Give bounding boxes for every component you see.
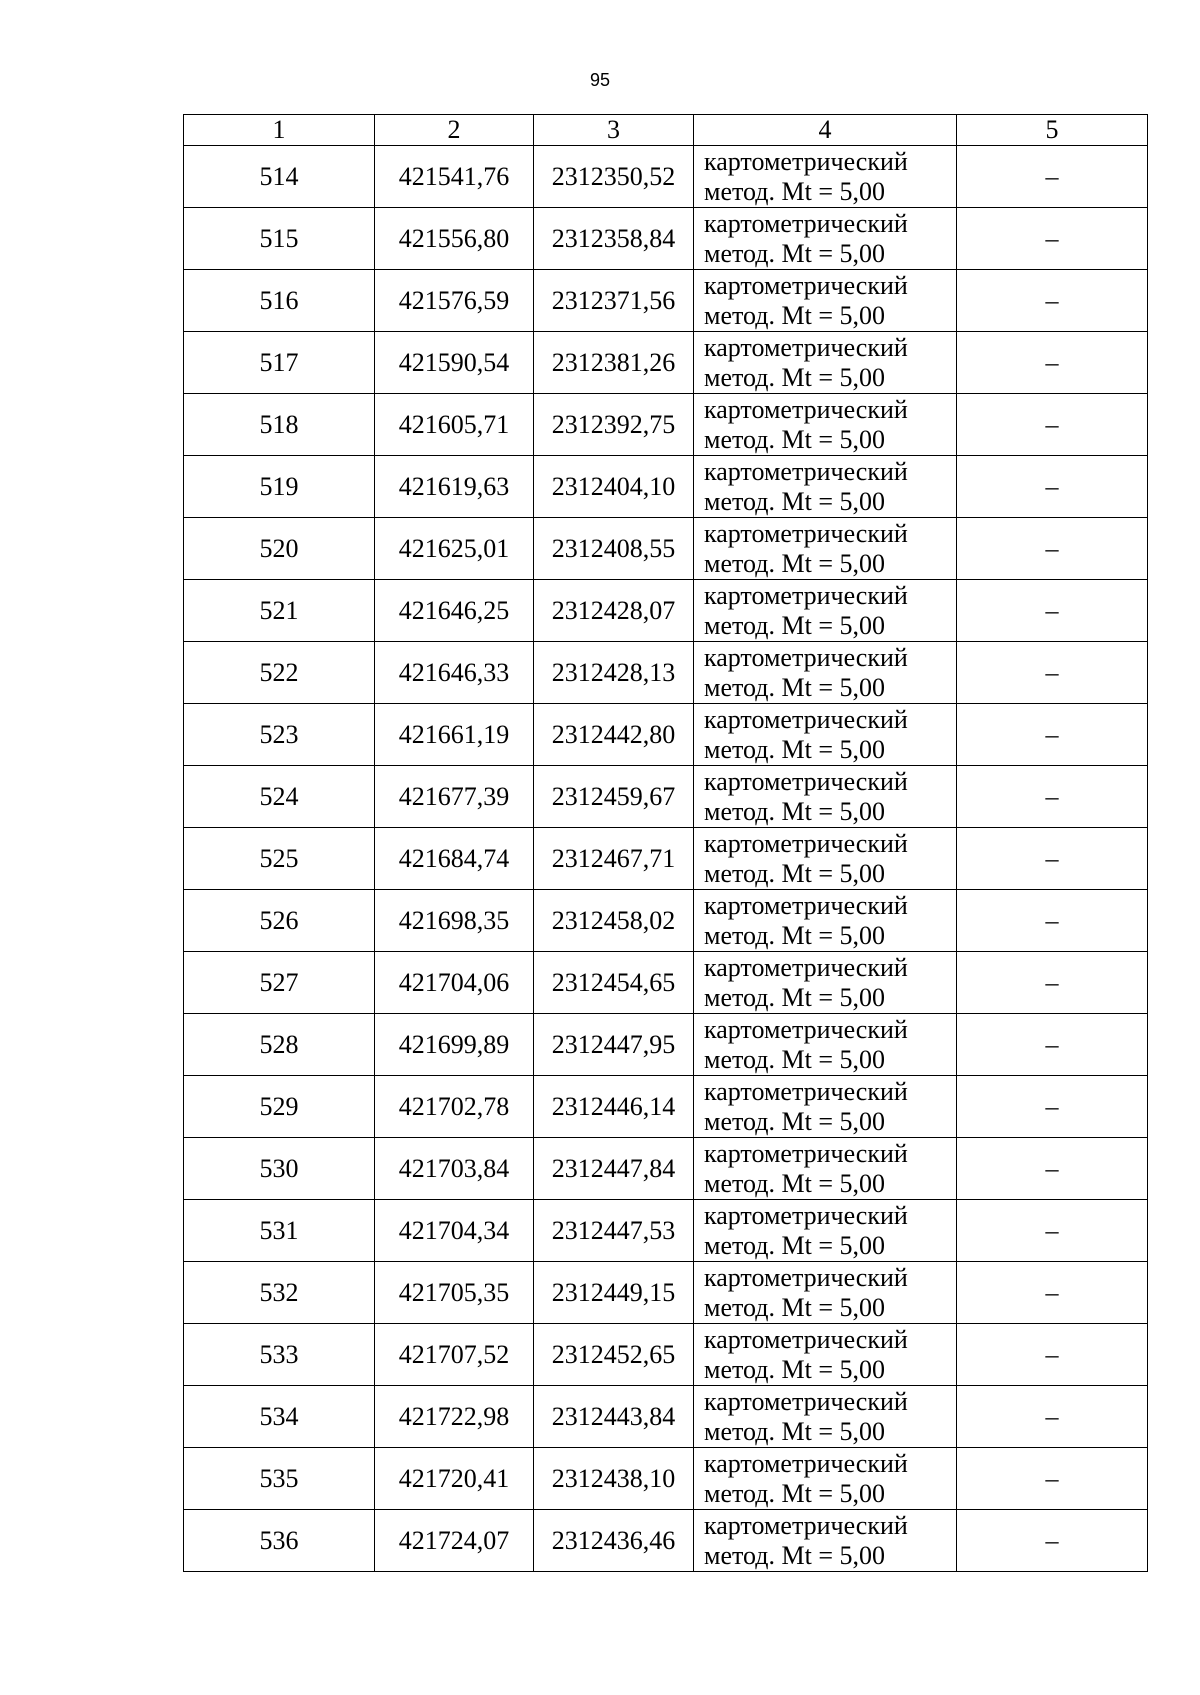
method-line-1: картометрический (704, 1510, 908, 1540)
x-coordinate-cell: 421677,39 (375, 766, 534, 828)
column-5-cell: – (957, 1324, 1148, 1386)
method-line-2: метод. Mt = 5,00 (704, 1230, 885, 1260)
method-cell (694, 952, 957, 1014)
method-cell (694, 1324, 957, 1386)
method-cell (694, 1262, 957, 1324)
table-row (184, 704, 1148, 766)
point-number-cell: 523 (184, 704, 375, 766)
column-5-cell: – (957, 394, 1148, 456)
table-row (184, 456, 1148, 518)
method-cell (694, 1386, 957, 1448)
method-line-2: метод. Mt = 5,00 (704, 1168, 885, 1198)
header-col-5: 5 (957, 115, 1148, 146)
table-row (184, 270, 1148, 332)
point-number-cell: 524 (184, 766, 375, 828)
y-coordinate-cell: 2312449,15 (534, 1262, 694, 1324)
column-5-cell: – (957, 704, 1148, 766)
coordinates-table (183, 114, 1148, 1572)
method-line-2: метод. Mt = 5,00 (704, 1540, 885, 1570)
point-number-cell: 516 (184, 270, 375, 332)
column-5-cell: – (957, 332, 1148, 394)
method-line-1: картометрический (704, 704, 908, 734)
column-5-cell: – (957, 456, 1148, 518)
column-5-cell: – (957, 766, 1148, 828)
table-row (184, 1386, 1148, 1448)
y-coordinate-cell: 2312428,07 (534, 580, 694, 642)
y-coordinate-cell: 2312438,10 (534, 1448, 694, 1510)
method-line-2: метод. Mt = 5,00 (704, 672, 885, 702)
method-cell (694, 332, 957, 394)
y-coordinate-cell: 2312381,26 (534, 332, 694, 394)
y-coordinate-cell: 2312447,53 (534, 1200, 694, 1262)
method-cell (694, 704, 957, 766)
column-5-cell: – (957, 952, 1148, 1014)
y-coordinate-cell: 2312459,67 (534, 766, 694, 828)
method-line-1: картометрический (704, 518, 908, 548)
method-line-2: метод. Mt = 5,00 (704, 1044, 885, 1074)
point-number-cell: 522 (184, 642, 375, 704)
y-coordinate-cell: 2312436,46 (534, 1510, 694, 1572)
x-coordinate-cell: 421704,34 (375, 1200, 534, 1262)
method-line-1: картометрический (704, 456, 908, 486)
table-row (184, 518, 1148, 580)
method-line-2: метод. Mt = 5,00 (704, 362, 885, 392)
x-coordinate-cell: 421646,33 (375, 642, 534, 704)
point-number-cell: 528 (184, 1014, 375, 1076)
table-row (184, 1324, 1148, 1386)
method-line-1: картометрический (704, 1324, 908, 1354)
x-coordinate-cell: 421698,35 (375, 890, 534, 952)
x-coordinate-cell: 421661,19 (375, 704, 534, 766)
point-number-cell: 517 (184, 332, 375, 394)
method-cell (694, 1076, 957, 1138)
method-line-2: метод. Mt = 5,00 (704, 176, 885, 206)
table-row (184, 952, 1148, 1014)
method-line-1: картометрический (704, 208, 908, 238)
x-coordinate-cell: 421705,35 (375, 1262, 534, 1324)
method-cell (694, 394, 957, 456)
table-row (184, 890, 1148, 952)
column-5-cell: – (957, 828, 1148, 890)
y-coordinate-cell: 2312408,55 (534, 518, 694, 580)
table-row (184, 1510, 1148, 1572)
method-cell (694, 890, 957, 952)
x-coordinate-cell: 421576,59 (375, 270, 534, 332)
point-number-cell: 519 (184, 456, 375, 518)
column-5-cell: – (957, 1262, 1148, 1324)
table-row (184, 146, 1148, 208)
y-coordinate-cell: 2312447,84 (534, 1138, 694, 1200)
method-cell (694, 1138, 957, 1200)
column-5-cell: – (957, 518, 1148, 580)
column-5-cell: – (957, 1448, 1148, 1510)
table-body (184, 146, 1148, 1572)
header-col-4: 4 (694, 115, 957, 146)
table-row (184, 766, 1148, 828)
method-line-1: картометрический (704, 952, 908, 982)
page-number: 95 (589, 70, 611, 90)
x-coordinate-cell: 421699,89 (375, 1014, 534, 1076)
method-line-1: картометрический (704, 580, 908, 610)
method-line-2: метод. Mt = 5,00 (704, 796, 885, 826)
y-coordinate-cell: 2312371,56 (534, 270, 694, 332)
method-line-1: картометрический (704, 642, 908, 672)
method-cell (694, 1200, 957, 1262)
method-line-2: метод. Mt = 5,00 (704, 858, 885, 888)
method-line-1: картометрический (704, 1200, 908, 1230)
method-line-2: метод. Mt = 5,00 (704, 982, 885, 1012)
header-row (184, 115, 1148, 146)
point-number-cell: 529 (184, 1076, 375, 1138)
y-coordinate-cell: 2312443,84 (534, 1386, 694, 1448)
header-col-2: 2 (375, 115, 534, 146)
point-number-cell: 530 (184, 1138, 375, 1200)
method-cell (694, 580, 957, 642)
method-cell (694, 766, 957, 828)
method-line-1: картометрический (704, 394, 908, 424)
column-5-cell: – (957, 642, 1148, 704)
table-row (184, 1138, 1148, 1200)
table-row (184, 642, 1148, 704)
method-cell (694, 146, 957, 208)
table-row (184, 1448, 1148, 1510)
method-line-2: метод. Mt = 5,00 (704, 920, 885, 950)
method-line-1: картометрический (704, 1138, 908, 1168)
method-line-1: картометрический (704, 890, 908, 920)
method-cell (694, 642, 957, 704)
x-coordinate-cell: 421605,71 (375, 394, 534, 456)
y-coordinate-cell: 2312458,02 (534, 890, 694, 952)
method-line-2: метод. Mt = 5,00 (704, 1106, 885, 1136)
method-cell (694, 518, 957, 580)
x-coordinate-cell: 421702,78 (375, 1076, 534, 1138)
method-line-1: картометрический (704, 828, 908, 858)
method-line-2: метод. Mt = 5,00 (704, 1292, 885, 1322)
table-row (184, 208, 1148, 270)
method-line-2: метод. Mt = 5,00 (704, 610, 885, 640)
method-cell (694, 456, 957, 518)
table-row (184, 394, 1148, 456)
x-coordinate-cell: 421684,74 (375, 828, 534, 890)
x-coordinate-cell: 421724,07 (375, 1510, 534, 1572)
table-row (184, 1262, 1148, 1324)
method-line-1: картометрический (704, 146, 908, 176)
x-coordinate-cell: 421703,84 (375, 1138, 534, 1200)
y-coordinate-cell: 2312350,52 (534, 146, 694, 208)
point-number-cell: 536 (184, 1510, 375, 1572)
table-row (184, 580, 1148, 642)
column-5-cell: – (957, 146, 1148, 208)
column-5-cell: – (957, 1014, 1148, 1076)
method-line-1: картометрический (704, 1076, 908, 1106)
y-coordinate-cell: 2312446,14 (534, 1076, 694, 1138)
y-coordinate-cell: 2312442,80 (534, 704, 694, 766)
method-line-1: картометрический (704, 766, 908, 796)
point-number-cell: 535 (184, 1448, 375, 1510)
method-line-1: картометрический (704, 1448, 908, 1478)
table-row (184, 1200, 1148, 1262)
table-row (184, 332, 1148, 394)
x-coordinate-cell: 421590,54 (375, 332, 534, 394)
table-row (184, 1014, 1148, 1076)
point-number-cell: 526 (184, 890, 375, 952)
x-coordinate-cell: 421646,25 (375, 580, 534, 642)
method-line-1: картометрический (704, 270, 908, 300)
x-coordinate-cell: 421556,80 (375, 208, 534, 270)
x-coordinate-cell: 421720,41 (375, 1448, 534, 1510)
point-number-cell: 518 (184, 394, 375, 456)
table-row (184, 828, 1148, 890)
method-line-1: картометрический (704, 1014, 908, 1044)
table-row (184, 1076, 1148, 1138)
y-coordinate-cell: 2312428,13 (534, 642, 694, 704)
y-coordinate-cell: 2312452,65 (534, 1324, 694, 1386)
y-coordinate-cell: 2312454,65 (534, 952, 694, 1014)
method-cell (694, 1510, 957, 1572)
column-5-cell: – (957, 270, 1148, 332)
header-col-1: 1 (184, 115, 375, 146)
method-line-1: картометрический (704, 332, 908, 362)
x-coordinate-cell: 421541,76 (375, 146, 534, 208)
y-coordinate-cell: 2312467,71 (534, 828, 694, 890)
method-line-1: картометрический (704, 1262, 908, 1292)
y-coordinate-cell: 2312404,10 (534, 456, 694, 518)
point-number-cell: 514 (184, 146, 375, 208)
method-cell (694, 208, 957, 270)
method-line-2: метод. Mt = 5,00 (704, 424, 885, 454)
method-line-2: метод. Mt = 5,00 (704, 486, 885, 516)
point-number-cell: 532 (184, 1262, 375, 1324)
column-5-cell: – (957, 1386, 1148, 1448)
column-5-cell: – (957, 1200, 1148, 1262)
point-number-cell: 521 (184, 580, 375, 642)
y-coordinate-cell: 2312358,84 (534, 208, 694, 270)
y-coordinate-cell: 2312392,75 (534, 394, 694, 456)
point-number-cell: 525 (184, 828, 375, 890)
method-cell (694, 828, 957, 890)
column-5-cell: – (957, 580, 1148, 642)
header-col-3: 3 (534, 115, 694, 146)
column-5-cell: – (957, 1138, 1148, 1200)
point-number-cell: 533 (184, 1324, 375, 1386)
method-line-1: картометрический (704, 1386, 908, 1416)
x-coordinate-cell: 421707,52 (375, 1324, 534, 1386)
method-line-2: метод. Mt = 5,00 (704, 1416, 885, 1446)
x-coordinate-cell: 421704,06 (375, 952, 534, 1014)
x-coordinate-cell: 421722,98 (375, 1386, 534, 1448)
column-5-cell: – (957, 1510, 1148, 1572)
point-number-cell: 520 (184, 518, 375, 580)
method-line-2: метод. Mt = 5,00 (704, 548, 885, 578)
point-number-cell: 515 (184, 208, 375, 270)
method-cell (694, 1448, 957, 1510)
point-number-cell: 534 (184, 1386, 375, 1448)
x-coordinate-cell: 421619,63 (375, 456, 534, 518)
column-5-cell: – (957, 208, 1148, 270)
method-cell (694, 1014, 957, 1076)
column-5-cell: – (957, 890, 1148, 952)
point-number-cell: 531 (184, 1200, 375, 1262)
method-line-2: метод. Mt = 5,00 (704, 300, 885, 330)
method-line-2: метод. Mt = 5,00 (704, 1354, 885, 1384)
x-coordinate-cell: 421625,01 (375, 518, 534, 580)
method-cell (694, 270, 957, 332)
column-5-cell: – (957, 1076, 1148, 1138)
method-line-2: метод. Mt = 5,00 (704, 1478, 885, 1508)
method-line-2: метод. Mt = 5,00 (704, 734, 885, 764)
table-header (184, 115, 1148, 146)
point-number-cell: 527 (184, 952, 375, 1014)
y-coordinate-cell: 2312447,95 (534, 1014, 694, 1076)
method-line-2: метод. Mt = 5,00 (704, 238, 885, 268)
